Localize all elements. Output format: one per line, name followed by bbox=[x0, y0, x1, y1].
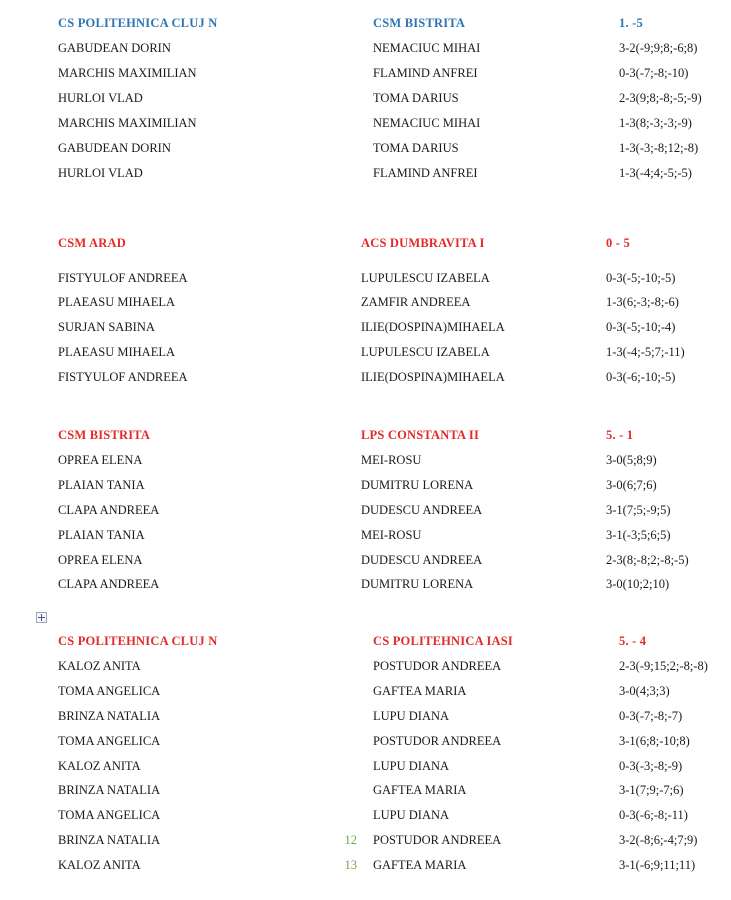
game-result: 1-3(6;-3;-8;-6) bbox=[606, 295, 679, 309]
away-player: DUMITRU LORENA bbox=[361, 577, 474, 591]
home-player: TOMA ANGELICA bbox=[58, 808, 161, 822]
game-result: 3-1(6;8;-10;8) bbox=[619, 734, 690, 748]
game-row bbox=[0, 88, 731, 108]
away-player: DUMITRU LORENA bbox=[361, 478, 474, 492]
home-player: MARCHIS MAXIMILIAN bbox=[58, 116, 197, 130]
game-result: 3-2(-9;9;8;-6;8) bbox=[619, 41, 698, 55]
game-row bbox=[0, 706, 731, 726]
home-player: BRINZA NATALIA bbox=[58, 709, 161, 723]
match-header bbox=[0, 233, 731, 253]
game-result: 2-3(8;-8;2;-8;-5) bbox=[606, 553, 689, 567]
away-player: MEI-ROSU bbox=[361, 453, 422, 467]
game-row bbox=[0, 525, 731, 545]
away-player: ILIE(DOSPINA)MIHAELA bbox=[361, 320, 505, 334]
away-player: ILIE(DOSPINA)MIHAELA bbox=[361, 370, 505, 384]
game-result: 0-3(-7;-8;-7) bbox=[619, 709, 683, 723]
home-player: KALOZ ANITA bbox=[58, 858, 141, 872]
away-player: GAFTEA MARIA bbox=[373, 858, 467, 872]
away-player: LUPU DIANA bbox=[373, 808, 450, 822]
game-row bbox=[0, 830, 731, 850]
away-player: LUPU DIANA bbox=[373, 759, 450, 773]
home-player: SURJAN SABINA bbox=[58, 320, 155, 334]
match-score: 1. -5 bbox=[619, 16, 643, 30]
away-player: GAFTEA MARIA bbox=[373, 684, 467, 698]
game-result: 0-3(-6;-10;-5) bbox=[606, 370, 676, 384]
away-team-name: LPS CONSTANTA II bbox=[361, 428, 480, 442]
away-player: TOMA DARIUS bbox=[373, 91, 459, 105]
away-player: LUPULESCU IZABELA bbox=[361, 271, 490, 285]
game-result: 3-1(-3;5;6;5) bbox=[606, 528, 671, 542]
home-player: TOMA ANGELICA bbox=[58, 684, 161, 698]
game-result: 3-2(-8;6;-4;7;9) bbox=[619, 833, 698, 847]
match-score: 5. - 4 bbox=[619, 634, 647, 648]
game-result: 1-3(-3;-8;12;-8) bbox=[619, 141, 699, 155]
game-row bbox=[0, 731, 731, 751]
game-result: 3-1(7;9;-7;6) bbox=[619, 783, 684, 797]
home-player: GABUDEAN DORIN bbox=[58, 41, 171, 55]
home-team-name: CS POLITEHNICA CLUJ N bbox=[58, 16, 218, 30]
home-player: PLAIAN TANIA bbox=[58, 528, 145, 542]
game-row bbox=[0, 342, 731, 362]
game-result: 3-0(5;8;9) bbox=[606, 453, 657, 467]
game-result: 2-3(9;8;-8;-5;-9) bbox=[619, 91, 702, 105]
away-player: POSTUDOR ANDREEA bbox=[373, 659, 502, 673]
home-player: BRINZA NATALIA bbox=[58, 833, 161, 847]
away-player: POSTUDOR ANDREEA bbox=[373, 734, 502, 748]
home-player: HURLOI VLAD bbox=[58, 166, 143, 180]
game-row bbox=[0, 63, 731, 83]
home-player: FISTYULOF ANDREEA bbox=[58, 271, 188, 285]
away-player: GAFTEA MARIA bbox=[373, 783, 467, 797]
home-player: KALOZ ANITA bbox=[58, 659, 141, 673]
game-result: 3-0(4;3;3) bbox=[619, 684, 670, 698]
home-player: KALOZ ANITA bbox=[58, 759, 141, 773]
away-player: ZAMFIR ANDREEA bbox=[361, 295, 471, 309]
game-row bbox=[0, 656, 731, 676]
home-player: MARCHIS MAXIMILIAN bbox=[58, 66, 197, 80]
game-result: 2-3(-9;15;2;-8;-8) bbox=[619, 659, 708, 673]
home-team-name: CSM ARAD bbox=[58, 236, 126, 250]
row-number: 13 bbox=[344, 858, 357, 872]
move-arrows-icon[interactable] bbox=[36, 612, 47, 623]
home-player: FISTYULOF ANDREEA bbox=[58, 370, 188, 384]
game-result: 0-3(-5;-10;-4) bbox=[606, 320, 676, 334]
game-result: 1-3(-4;-5;7;-11) bbox=[606, 345, 685, 359]
game-row bbox=[0, 367, 731, 387]
home-player: CLAPA ANDREEA bbox=[58, 503, 160, 517]
game-row bbox=[0, 550, 731, 570]
game-row bbox=[0, 855, 731, 875]
away-player: FLAMIND ANFREI bbox=[373, 66, 478, 80]
home-player: BRINZA NATALIA bbox=[58, 783, 161, 797]
home-player: OPREA ELENA bbox=[58, 553, 143, 567]
game-row bbox=[0, 113, 731, 133]
home-player: TOMA ANGELICA bbox=[58, 734, 161, 748]
game-result: 3-1(7;5;-9;5) bbox=[606, 503, 671, 517]
game-row bbox=[0, 475, 731, 495]
match-score: 0 - 5 bbox=[606, 236, 630, 250]
away-player: DUDESCU ANDREEA bbox=[361, 553, 483, 567]
row-number: 12 bbox=[344, 833, 357, 847]
game-row bbox=[0, 450, 731, 470]
away-player: LUPULESCU IZABELA bbox=[361, 345, 490, 359]
game-result: 1-3(8;-3;-3;-9) bbox=[619, 116, 692, 130]
home-team-name: CS POLITEHNICA CLUJ N bbox=[58, 634, 218, 648]
home-player: PLAEASU MIHAELA bbox=[58, 345, 176, 359]
game-row bbox=[0, 292, 731, 312]
match-header bbox=[0, 631, 731, 651]
match-score: 5. - 1 bbox=[606, 428, 634, 442]
match-header bbox=[0, 425, 731, 445]
game-result: 3-1(-6;9;11;11) bbox=[619, 858, 696, 872]
game-result: 1-3(-4;4;-5;-5) bbox=[619, 166, 692, 180]
game-row bbox=[0, 163, 731, 183]
game-row bbox=[0, 681, 731, 701]
game-row bbox=[0, 268, 731, 288]
away-player: DUDESCU ANDREEA bbox=[361, 503, 483, 517]
away-player: NEMACIUC MIHAI bbox=[373, 116, 481, 130]
away-player: LUPU DIANA bbox=[373, 709, 450, 723]
away-team-name: CS POLITEHNICA IASI bbox=[373, 634, 513, 648]
game-row bbox=[0, 780, 731, 800]
game-row bbox=[0, 500, 731, 520]
away-player: TOMA DARIUS bbox=[373, 141, 459, 155]
game-result: 0-3(-5;-10;-5) bbox=[606, 271, 676, 285]
away-player: FLAMIND ANFREI bbox=[373, 166, 478, 180]
home-team-name: CSM BISTRITA bbox=[58, 428, 151, 442]
away-team-name: ACS DUMBRAVITA I bbox=[361, 236, 485, 250]
away-team-name: CSM BISTRITA bbox=[373, 16, 466, 30]
home-player: OPREA ELENA bbox=[58, 453, 143, 467]
game-result: 3-0(6;7;6) bbox=[606, 478, 657, 492]
game-row bbox=[0, 317, 731, 337]
away-player: POSTUDOR ANDREEA bbox=[373, 833, 502, 847]
game-row bbox=[0, 138, 731, 158]
game-result: 0-3(-7;-8;-10) bbox=[619, 66, 689, 80]
game-row bbox=[0, 38, 731, 58]
game-result: 0-3(-3;-8;-9) bbox=[619, 759, 683, 773]
away-player: NEMACIUC MIHAI bbox=[373, 41, 481, 55]
away-player: MEI-ROSU bbox=[361, 528, 422, 542]
home-player: PLAEASU MIHAELA bbox=[58, 295, 176, 309]
game-result: 0-3(-6;-8;-11) bbox=[619, 808, 688, 822]
game-row bbox=[0, 805, 731, 825]
game-row bbox=[0, 756, 731, 776]
game-row bbox=[0, 574, 731, 594]
home-player: PLAIAN TANIA bbox=[58, 478, 145, 492]
game-result: 3-0(10;2;10) bbox=[606, 577, 670, 591]
home-player: GABUDEAN DORIN bbox=[58, 141, 171, 155]
match-header bbox=[0, 13, 731, 33]
home-player: HURLOI VLAD bbox=[58, 91, 143, 105]
home-player: CLAPA ANDREEA bbox=[58, 577, 160, 591]
